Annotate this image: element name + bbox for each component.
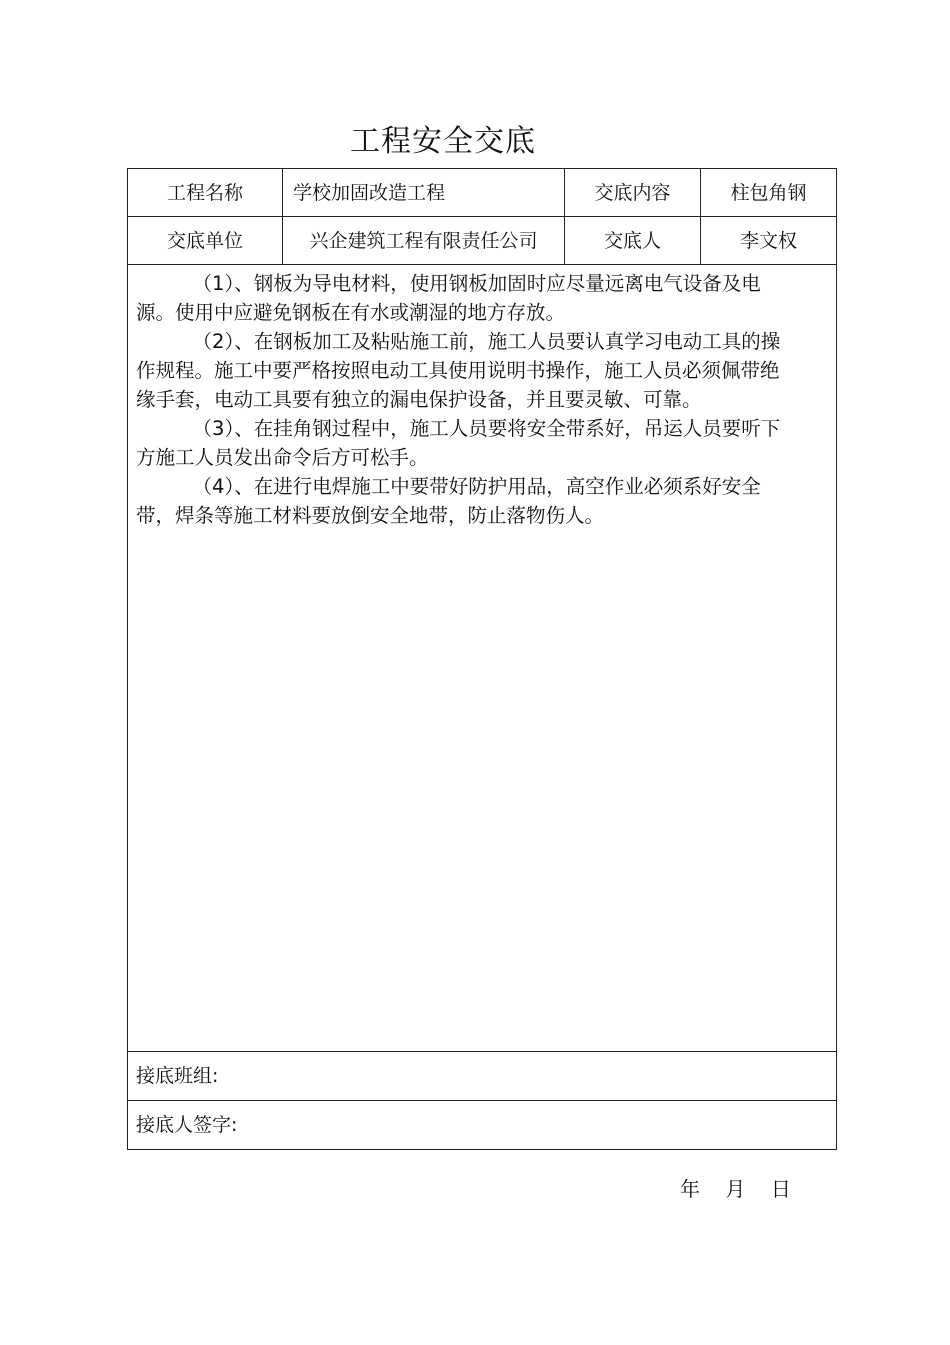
paragraph-4: （4）、在进行电焊施工中要带好防护用品，高空作业必须系好安全带，焊条等施工材料要放倒安全地带，防止落物伤人。: [136, 475, 761, 527]
unit-value: 兴企建筑工程有限责任公司: [283, 217, 565, 265]
project-name-value: 学校加固改造工程: [283, 169, 565, 217]
person-label: 交底人: [565, 217, 701, 265]
receiver-signature-label: 接底人签字:: [128, 1101, 837, 1150]
safety-disclosure-table: [127, 168, 837, 1150]
content-label: 交底内容: [565, 169, 701, 217]
content-row: [128, 265, 837, 1052]
project-name-label: 工程名称: [128, 169, 283, 217]
date-line: 年 月 日: [680, 1177, 791, 1201]
paragraph-2: （2）、在钢板加工及粘贴施工前，施工人员要认真学习电动工具的操作规程。施工中要严格按照电动工具使用说明书操作，施工人员必须佩带绝缘手套，电动工具要有独立的漏电保护设备，并且要灵敏、可靠。: [136, 330, 781, 411]
signature-row: [128, 1101, 837, 1150]
unit-label: 交底单位: [128, 217, 283, 265]
document-title: 工程安全交底: [350, 124, 536, 159]
disclosure-content: [128, 265, 836, 530]
project-row: [128, 169, 837, 217]
receiving-team-label: 接底班组:: [128, 1052, 837, 1101]
person-value: 李文权: [701, 217, 837, 265]
content-value: 柱包角钢: [701, 169, 837, 217]
unit-row: [128, 217, 837, 265]
team-row: [128, 1052, 837, 1101]
content-cell: [128, 265, 837, 1052]
paragraph-3: （3）、在挂角钢过程中，施工人员要将安全带系好，吊运人员要听下方施工人员发出命令后方可松手。: [136, 417, 781, 469]
paragraph-1: （1）、钢板为导电材料，使用钢板加固时应尽量远离电气设备及电源。使用中应避免钢板在有水或潮湿的地方存放。: [136, 272, 761, 324]
